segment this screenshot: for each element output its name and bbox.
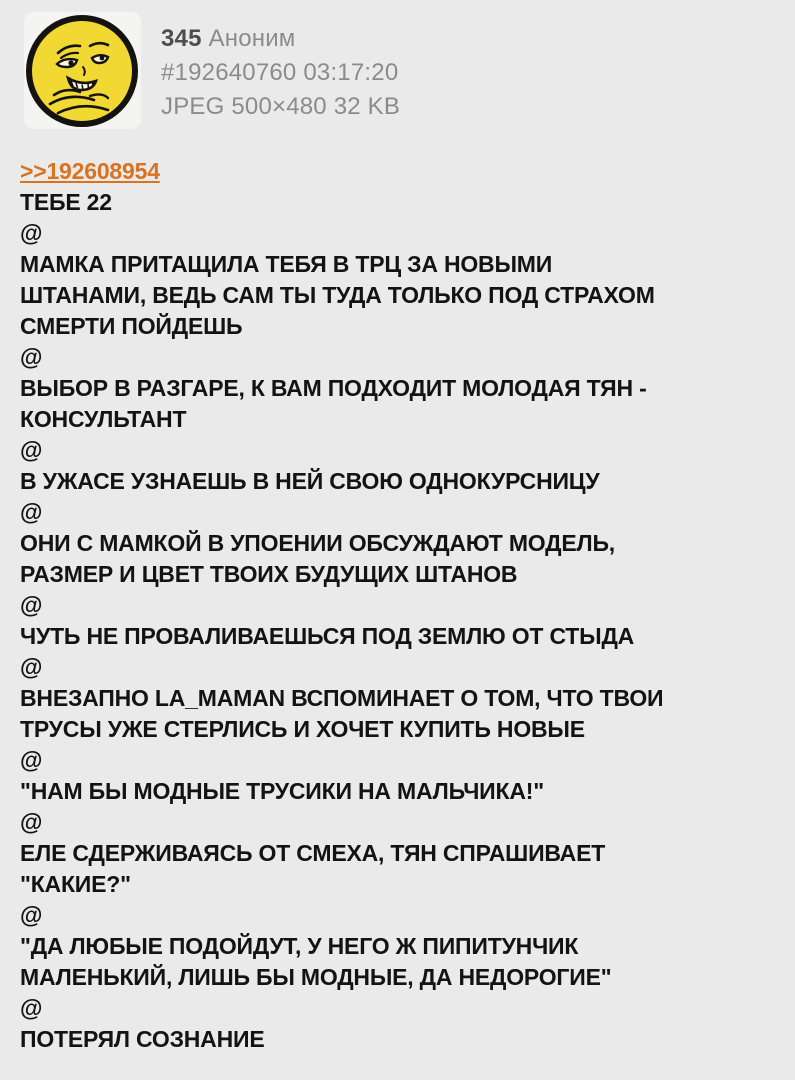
post-file-info[interactable]: JPEG 500×480 32 KB [161,93,401,120]
post-text-line: ПОТЕРЯЛ СОЗНАНИЕ [20,1026,265,1052]
post-text-line: РАЗМЕР И ЦВЕТ ТВОИХ БУДУЩИХ ШТАНОВ [20,561,518,587]
post-text-line: ВЫБОР В РАЗГАРЕ, К ВАМ ПОДХОДИТ МОЛОДАЯ ТЯН - [20,375,647,401]
post-text-line: @ [20,747,43,773]
post-text-line: "ДА ЛЮБЫЕ ПОДОЙДУТ, У НЕГО Ж ПИПИТУНЧИК [20,933,579,959]
post-text-line: В УЖАСЕ УЗНАЕШЬ В НЕЙ СВОЮ ОДНОКУРСНИЦУ [20,468,600,494]
post-thumbnail[interactable] [24,12,141,129]
post-text-line: @ [20,499,43,525]
post-text-line: ЕЛЕ СДЕРЖИВАЯСЬ ОТ СМЕХА, ТЯН СПРАШИВАЕТ [20,840,606,866]
post-text-line: @ [20,592,43,618]
post-text-line: @ [20,809,43,835]
reply-link-row [20,156,782,187]
post-body [20,156,782,1055]
post-text-line: МАЛЕНЬКИЙ, ЛИШЬ БЫ МОДНЫЕ, ДА НЕДОРОГИЕ" [20,964,612,990]
post-meta [161,12,400,124]
post-id-timestamp: #192640760 03:17:20 [161,59,399,86]
post-text-line: СМЕРТИ ПОЙДЕШЬ [20,313,243,339]
post-text-line: ОНИ С МАМКОЙ В УПОЕНИИ ОБСУЖДАЮТ МОДЕЛЬ, [20,530,615,556]
yellow-meme-face-icon [24,12,141,129]
reply-link[interactable]: >>192608954 [20,158,160,184]
post-text-line: ВНЕЗАПНО LA_MAMAN ВСПОМИНАЕТ О ТОМ, ЧТО ТВОИ [20,685,664,711]
post-text-line: ШТАНАМИ, ВЕДЬ САМ ТЫ ТУДА ТОЛЬКО ПОД СТРАХОМ [20,282,655,308]
post-text-line: "НАМ БЫ МОДНЫЕ ТРУСИКИ НА МАЛЬЧИКА!" [20,778,544,804]
post-text-line: КОНСУЛЬТАНТ [20,406,187,432]
post-text-line: МАМКА ПРИТАЩИЛА ТЕБЯ В ТРЦ ЗА НОВЫМИ [20,251,553,277]
post-text-line: @ [20,995,43,1021]
post-text-line: @ [20,902,43,928]
post-text-line: ТЕБЕ 22 [20,189,112,215]
post-text-line: @ [20,654,43,680]
post-text-line: @ [20,437,43,463]
post-author: Аноним [208,25,296,52]
post-text-line: ЧУТЬ НЕ ПРОВАЛИВАЕШЬСЯ ПОД ЗЕМЛЮ ОТ СТЫДА [20,623,635,649]
post-header [24,12,400,129]
post-number[interactable]: 345 [161,25,202,52]
post-text-line: @ [20,344,43,370]
post-text-line: ТРУСЫ УЖЕ СТЕРЛИСЬ И ХОЧЕТ КУПИТЬ НОВЫЕ [20,716,585,742]
post-text-line: @ [20,220,43,246]
post-number-author-row [161,22,400,56]
post-text-line: "КАКИЕ?" [20,871,131,897]
